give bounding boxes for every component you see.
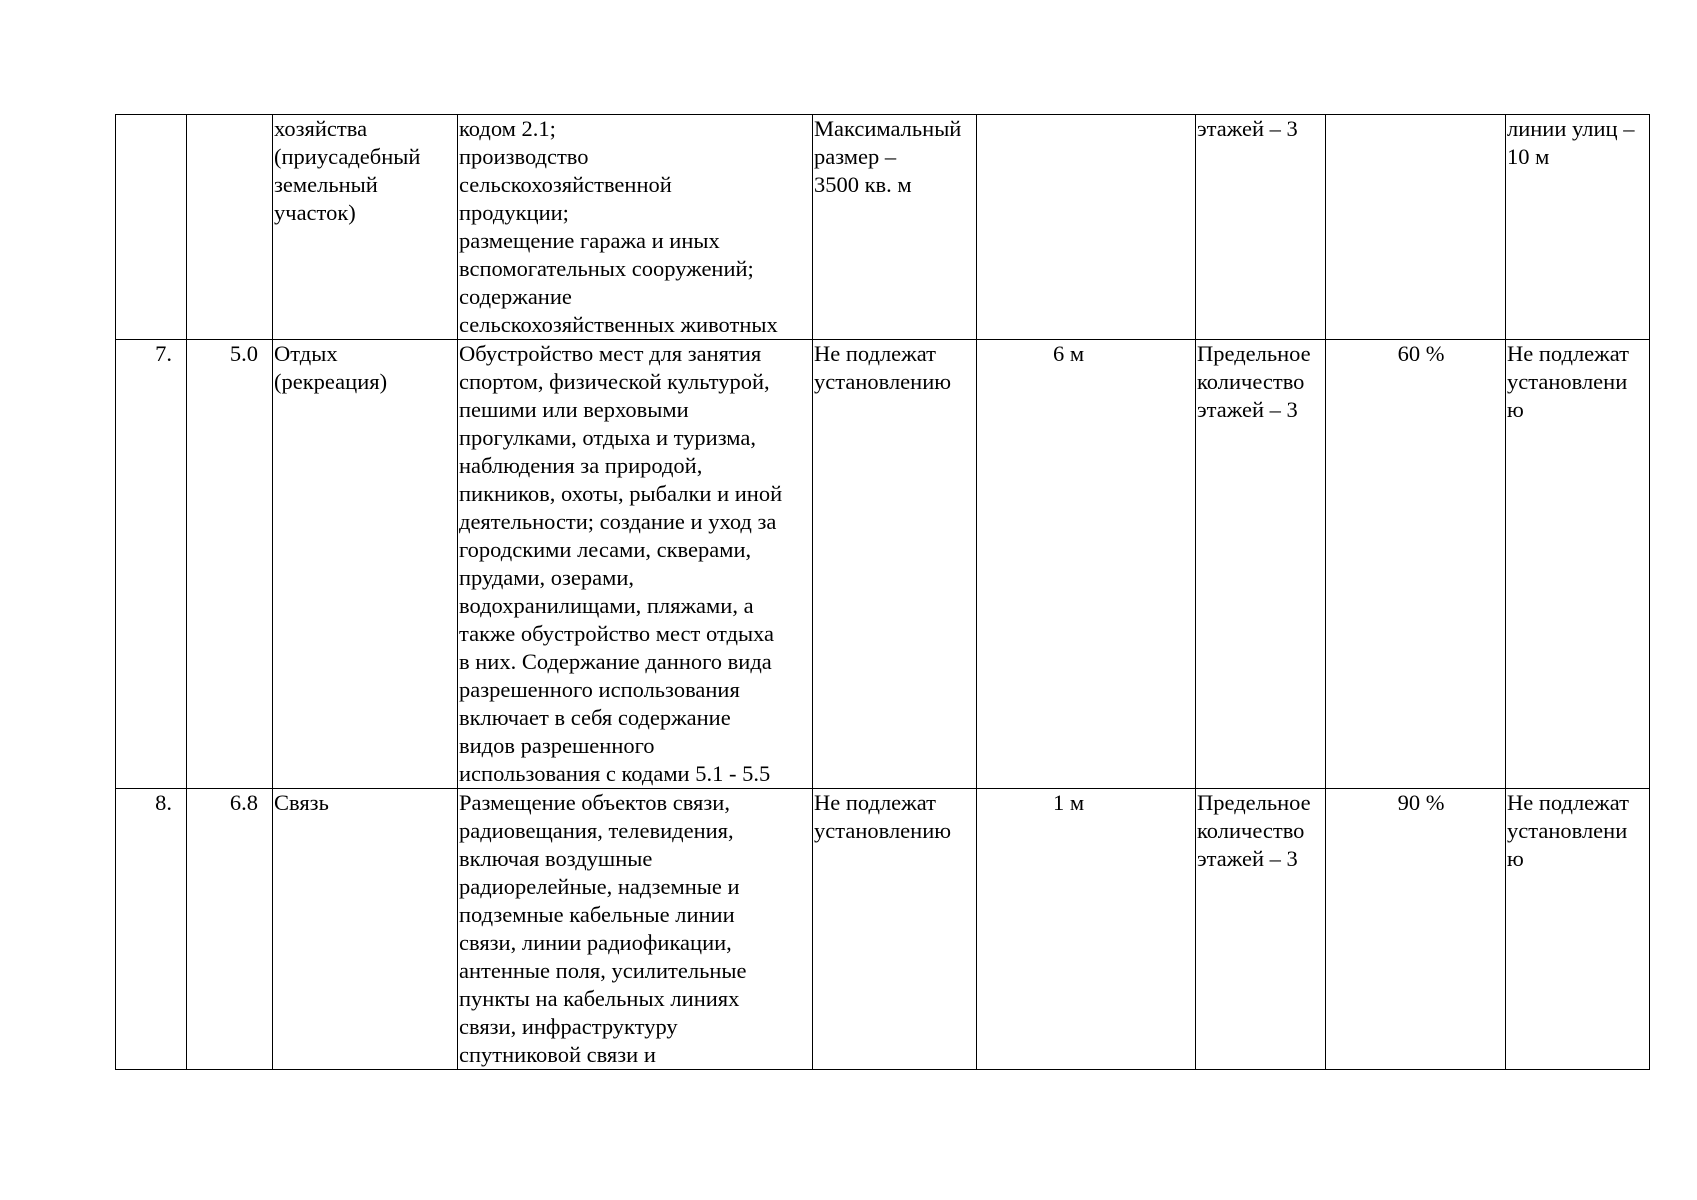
use-description-cell: Размещение объектов связи, радиовещания, телевидения, включая воздушные радиорелейные, надземные и подземные кабельные линии связи, линии радиофикации, антенные поля, усилительные пункты на кабельных линиях связи, инфраструктуру спутниковой связи и: [458, 789, 813, 1070]
setback-cell: линии улиц – 10 м: [1506, 115, 1650, 340]
use-name-cell: Связь: [273, 789, 458, 1070]
setback-cell: Не подлежат установлени ю: [1506, 789, 1650, 1070]
table-row: [116, 115, 1650, 340]
setback-cell: Не подлежат установлени ю: [1506, 340, 1650, 789]
coverage-percent-cell: 90 %: [1326, 789, 1506, 1070]
use-name-cell: хозяйства (приусадебный земельный участок): [273, 115, 458, 340]
floors-cell: Предельное количество этажей – 3: [1196, 789, 1326, 1070]
coverage-percent-cell: 60 %: [1326, 340, 1506, 789]
row-number-cell: [116, 115, 187, 340]
plot-size-cell: Не подлежат установлению: [813, 340, 977, 789]
table-row: [116, 789, 1650, 1070]
regulations-table: [115, 114, 1650, 1070]
use-description-cell: кодом 2.1; производство сельскохозяйственной продукции; размещение гаража и иных вспомогательных сооружений; содержание сельскохозяйственных животных: [458, 115, 813, 340]
plot-size-cell: Не подлежат установлению: [813, 789, 977, 1070]
row-number-cell: 7.: [116, 340, 187, 789]
use-description-cell: Обустройство мест для занятия спортом, физической культурой, пешими или верховыми прогулками, отдыха и туризма, наблюдения за природой, пикников, охоты, рыбалки и иной деятельности; создание и уход за городскими лесами, скверами, прудами, озерами, водохранилищами, пляжами, а также обустройство мест отдыха в них. Содержание данного вида разрешенного использования включает в себя содержание видов разрешенного использования с кодами 5.1 - 5.5: [458, 340, 813, 789]
coverage-percent-cell: [1326, 115, 1506, 340]
floors-cell: этажей – 3: [1196, 115, 1326, 340]
use-name-cell: Отдых (рекреация): [273, 340, 458, 789]
plot-size-cell: Максимальный размер – 3500 кв. м: [813, 115, 977, 340]
table-row: [116, 340, 1650, 789]
floors-cell: Предельное количество этажей – 3: [1196, 340, 1326, 789]
use-code-cell: [187, 115, 273, 340]
height-cell: 1 м: [977, 789, 1196, 1070]
height-cell: 6 м: [977, 340, 1196, 789]
height-cell: [977, 115, 1196, 340]
use-code-cell: 6.8: [187, 789, 273, 1070]
row-number-cell: 8.: [116, 789, 187, 1070]
use-code-cell: 5.0: [187, 340, 273, 789]
